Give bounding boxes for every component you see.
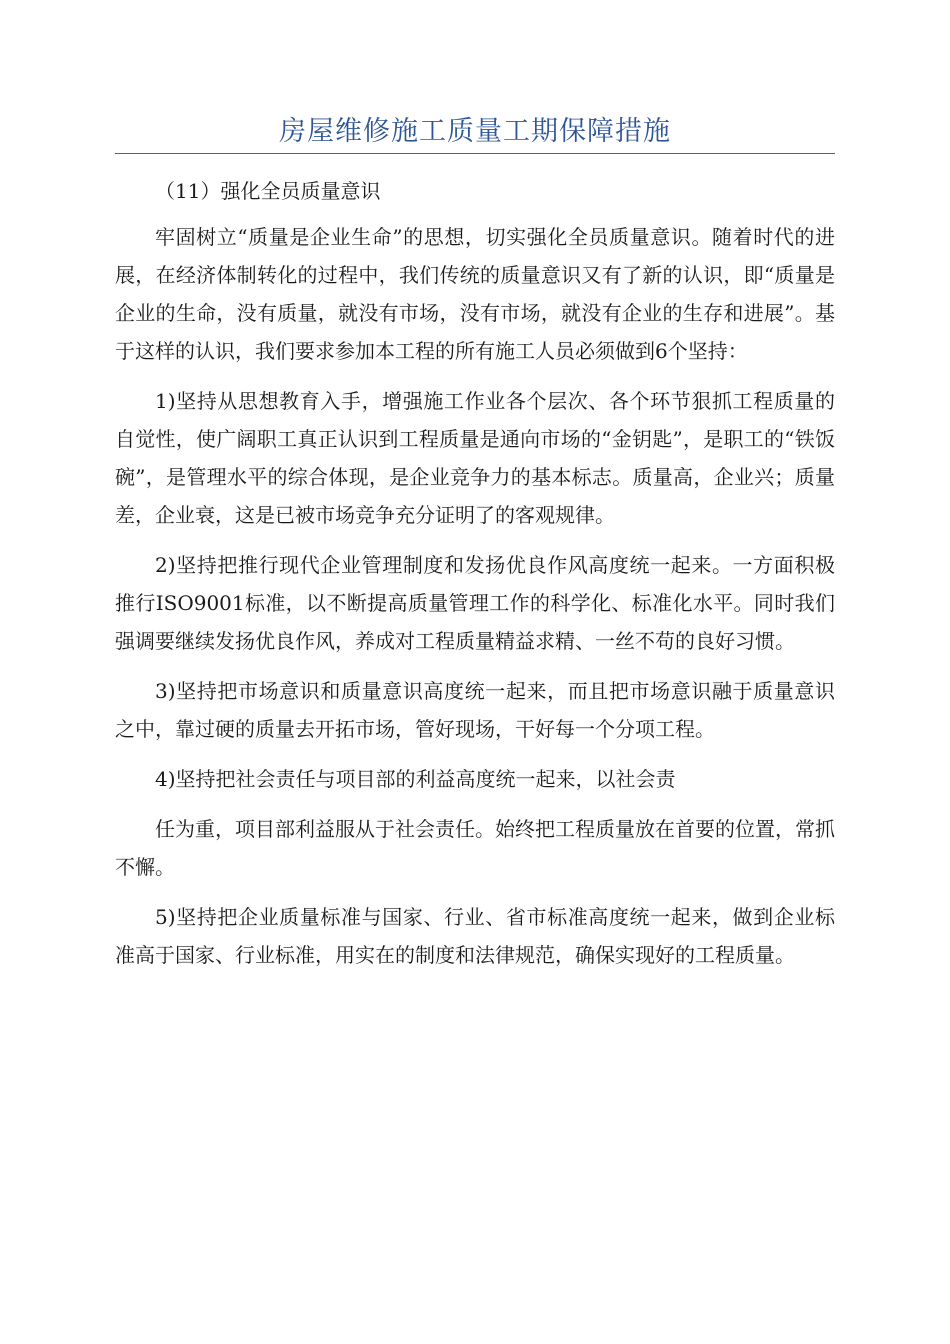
title-underline	[115, 153, 835, 154]
paragraph-item-4-continued: 任为重，项目部利益服从于社会责任。始终把工程质量放在首要的位置，常抓不懈。	[115, 817, 835, 879]
paragraph-item-4: 4)坚持把社会责任与项目部的利益高度统一起来，以社会责	[155, 767, 676, 791]
paragraph-item-1: 1)坚持从思想教育入手，增强施工作业各个层次、各个环节狠抓工程质量的自觉性，使广阔职工真正认识到工程质量是通向市场的“金钥匙”，是职工的“铁饭碗”，是管理水平的综合体现，是企业竞争力的基本标志。质量高，企业兴；质量差，企业衰，这是已被市场竞争充分证明了的客观规律。	[115, 389, 835, 527]
document-body	[115, 172, 835, 986]
paragraph-item-3: 3)坚持把市场意识和质量意识高度统一起来，而且把市场意识融于质量意识之中，靠过硬的质量去开拓市场，管好现场，干好每一个分项工程。	[115, 679, 835, 741]
paragraph-item-2: 2)坚持把推行现代企业管理制度和发扬优良作风高度统一起来。一方面积极推行ISO9001标准，以不断提高质量管理工作的科学化、标准化水平。同时我们强调要继续发扬优良作风，养成对工程质量精益求精、一丝不苟的良好习惯。	[115, 553, 835, 653]
document-title: 房屋维修施工质量工期保障措施	[279, 116, 671, 147]
paragraph-item-5: 5)坚持把企业质量标准与国家、行业、省市标准高度统一起来，做到企业标准高于国家、行业标准，用实在的制度和法律规范，确保实现好的工程质量。	[115, 905, 835, 967]
paragraph-intro: 牢固树立“质量是企业生命”的思想，切实强化全员质量意识。随着时代的进展，在经济体制转化的过程中，我们传统的质量意识又有了新的认识，即“质量是企业的生命，没有质量，就没有市场，没有市场，就没有企业的生存和进展”。基于这样的认识，我们要求参加本工程的所有施工人员必须做到6个坚持：	[115, 225, 835, 363]
section-heading: （11）强化全员质量意识	[155, 179, 381, 203]
